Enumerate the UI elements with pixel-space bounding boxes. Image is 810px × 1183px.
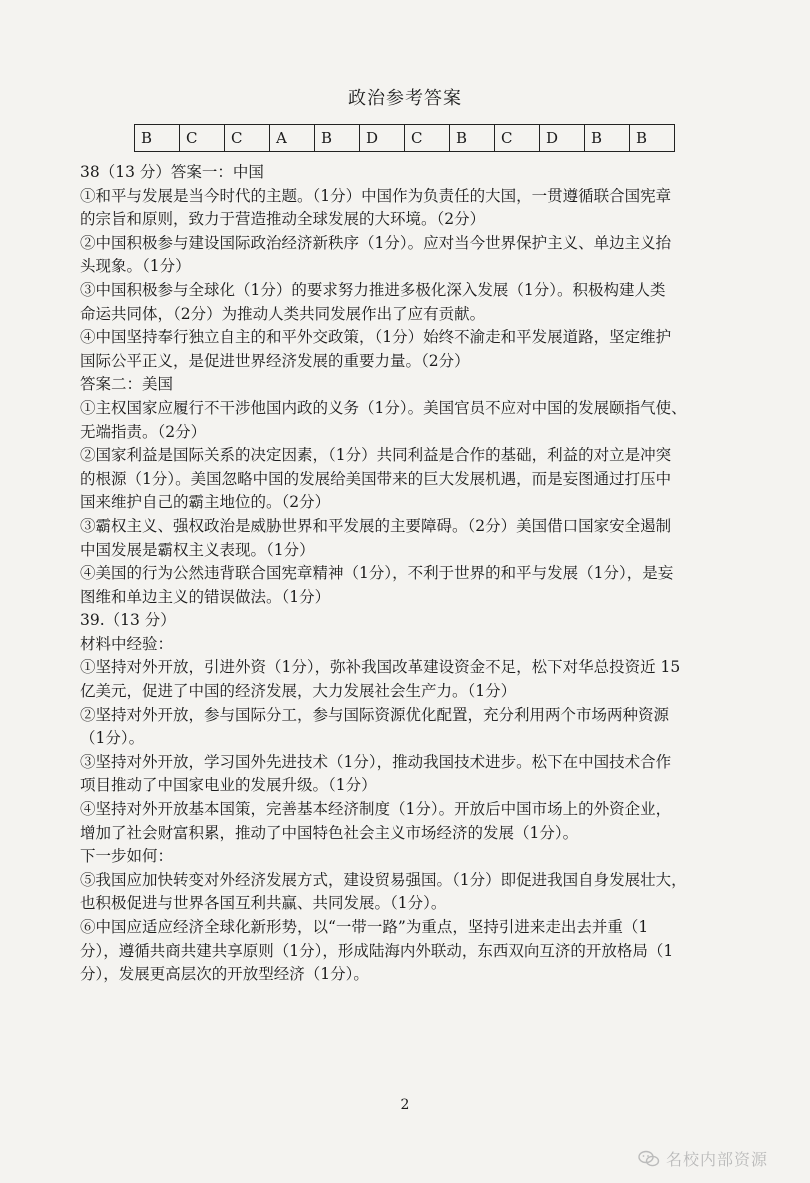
- next-steps-heading: 下一步如何：: [80, 847, 174, 866]
- text-line: ④美国的行为公然违背联合国宪章精神（1分），不利于世界的和平与发展（1分），是妄: [80, 564, 674, 583]
- text-line: 的宗旨和原则，致力于营造推动全球发展的大环境。（2分）: [80, 210, 486, 229]
- answer-grid-row: [135, 125, 675, 152]
- watermark: [638, 1147, 768, 1170]
- question-38-heading: 38（13 分）答案一：中国: [80, 163, 264, 181]
- text-line: ①坚持对外开放，引进外资（1分），弥补我国改革建设资金不足，松下对华总投资近 15: [80, 658, 681, 677]
- text-line: ②坚持对外开放，参与国际分工，参与国际资源优化配置，充分利用两个市场两种资源: [80, 705, 670, 724]
- text-line: 国际公平正义，是促进世界经济发展的重要力量。（2分）: [80, 351, 470, 370]
- answer-cell: A: [270, 125, 315, 152]
- text-line: 中国发展是霸权主义表现。（1分）: [80, 540, 315, 559]
- text-line: ②中国积极参与建设国际政治经济新秩序（1分）。应对当今世界保护主义、单边主义抬: [80, 233, 672, 252]
- text-line: ⑥中国应适应经济全球化新形势，以“一带一路”为重点，坚持引进来走出去并重（1: [80, 918, 649, 936]
- answer-cell: B: [315, 125, 360, 152]
- text-line: 增加了社会财富积累，推动了中国特色社会主义市场经济的发展（1分）。: [80, 823, 579, 842]
- text-line: 分），发展更高层次的开放型经济（1分）。: [80, 965, 369, 984]
- text-line: 国来维护自己的霸主地位的。（2分）: [80, 493, 331, 512]
- answer-cell: C: [405, 125, 450, 152]
- answer-cell: B: [135, 125, 180, 152]
- text-line: 命运共同体，（2分）为推动人类共同发展作出了应有贡献。: [80, 304, 486, 323]
- answer-cell: C: [180, 125, 225, 152]
- text-line: ③中国积极参与全球化（1分）的要求努力推进多极化深入发展（1分）。积极构建人类: [80, 280, 666, 299]
- experience-heading: 材料中经验：: [80, 634, 174, 653]
- answer-cell: B: [585, 125, 630, 152]
- answer-two-heading: 答案二：美国: [80, 375, 174, 394]
- text-line: 头现象。（1分）: [80, 257, 191, 276]
- answer-body: [80, 161, 745, 987]
- text-line: ⑤我国应加快转变对外经济发展方式，建设贸易强国。（1分）即促进我国自身发展壮大，: [80, 870, 687, 889]
- text-line: 也积极促进与世界各国互利共赢、共同发展。（1分）。: [80, 894, 447, 913]
- text-line: 分），遵循共商共建共享原则（1分），形成陆海内外联动，东西双向互济的开放格局（1: [80, 941, 674, 960]
- text-line: ①和平与发展是当今时代的主题。（1分）中国作为负责任的大国，一贯遵循联合国宪章: [80, 186, 672, 205]
- text-line: ①主权国家应履行不干涉他国内政的义务（1分）。美国官员不应对中国的发展颐指气使、: [80, 398, 687, 417]
- question-39-heading: 39.（13 分）: [80, 611, 176, 630]
- text-line: ③坚持对外开放，学习国外先进技术（1分），推动我国技术进步。松下在中国技术合作: [80, 752, 672, 771]
- text-line: 亿美元，促进了中国的经济发展，大力发展社会生产力。（1分）: [80, 682, 517, 701]
- text-line: 图维和单边主义的错误做法。（1分）: [80, 587, 331, 606]
- wechat-icon: [638, 1150, 660, 1168]
- answer-cell: D: [360, 125, 405, 152]
- text-line: ③霸权主义、强权政治是威胁世界和平发展的主要障碍。（2分）美国借口国家安全遏制: [80, 516, 672, 535]
- page-number: 2: [400, 1097, 410, 1113]
- text-line: 的根源（1分）。美国忽略中国的发展给美国带来的巨大发展机遇，而是妄图通过打压中: [80, 469, 672, 488]
- text-line: 无端指责。（2分）: [80, 422, 207, 441]
- page-title: 政治参考答案: [348, 88, 462, 109]
- answer-cell: C: [495, 125, 540, 152]
- text-line: （1分）。: [80, 729, 145, 748]
- text-line: ②国家利益是国际关系的决定因素，（1分）共同利益是合作的基础，利益的对立是冲突: [80, 446, 672, 465]
- text-line: ④坚持对外开放基本国策，完善基本经济制度（1分）。开放后中国市场上的外资企业，: [80, 800, 672, 819]
- text-line: 项目推动了中国家电业的发展升级。（1分）: [80, 776, 377, 795]
- watermark-text: 名校内部资源: [666, 1150, 769, 1169]
- answer-cell: B: [630, 125, 675, 152]
- answer-grid: [134, 124, 675, 152]
- answer-cell: D: [540, 125, 585, 152]
- answer-cell: B: [450, 125, 495, 152]
- answer-cell: C: [225, 125, 270, 152]
- text-line: ④中国坚持奉行独立自主的和平外交政策，（1分）始终不渝走和平发展道路，坚定维护: [80, 328, 672, 347]
